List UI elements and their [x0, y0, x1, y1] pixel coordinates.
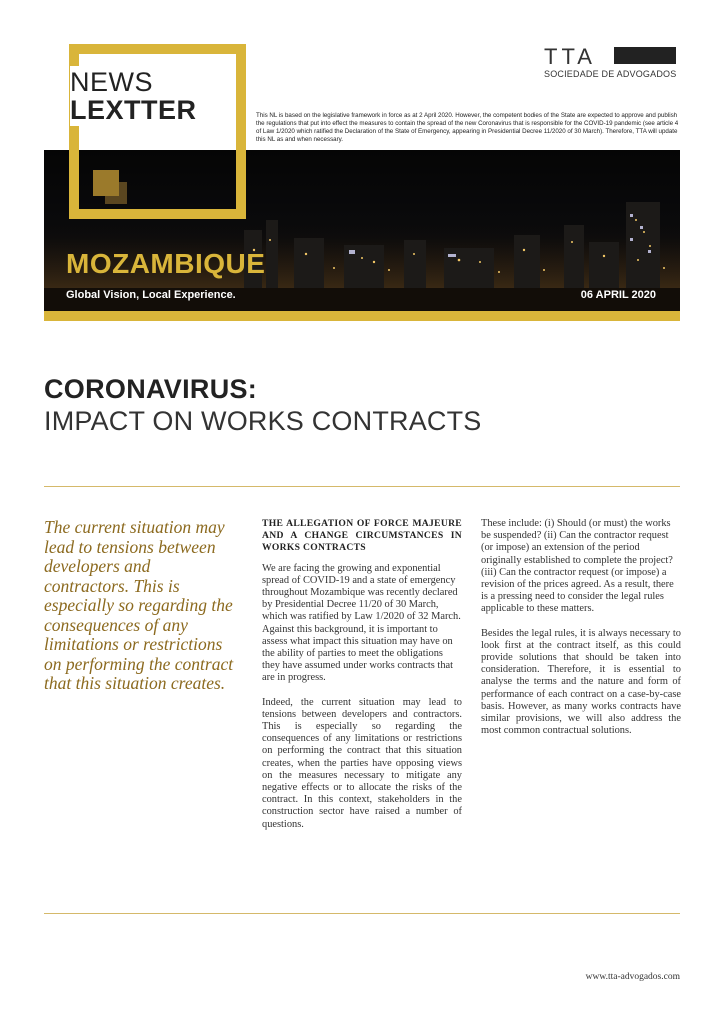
country-heading: MOZAMBIQUE — [66, 248, 266, 279]
column-2 — [481, 518, 681, 749]
disclaimer-text: This NL is based on the legislative framework in force as at 2 April 2020. However, the competent bodies of the State are expected to approve and publish the regulations that put into effect the measures to contain the spread of the new Coronavirus that is responsible for the COVID-19 pandemic (see article 4 of Law 1/2020 which ratified the Declaration of the State of Emergency, appearing in Presidential Decree 11/2020 of 30 March). Therefore, TTA will update this NL as and when necessary. — [256, 112, 679, 143]
article-title-line2: IMPACT ON WORKS CONTRACTS — [44, 406, 482, 436]
gold-square-decoration — [93, 170, 119, 196]
divider-top — [44, 486, 680, 487]
divider-bottom — [44, 913, 680, 914]
paragraph: These include: (i) Should (or must) the works be suspended? (ii) Can the contractor request (or impose) an extension of the period originally established to complete the project? (iii) Can the contractor request (or impose) a revision of the prices agreed. As a result, there is a pressing need to consider the legal rules applicable to these matters. — [481, 518, 674, 615]
article-title — [44, 373, 482, 437]
section-subheading: THE ALLEGATION OF FORCE MAJEURE AND A CHANGE CIRCUMSTANCES IN WORKS CONTRACTS — [262, 518, 462, 554]
issue-date: 06 APRIL 2020 — [580, 289, 656, 301]
logo-subtitle: SOCIEDADE DE ADVOGADOS — [544, 69, 677, 79]
paragraph: We are facing the growing and exponential spread of COVID-19 and a state of emergency throughout Mozambique was recently declared by Presidential Decree 11/20 of 30 March, which was ratified by Law 1/2020 of 32 March. Against this background, it is important to assess what impact this situation may have on the ability of parties to meet the obligations they have assumed under works contracts that are in progress. — [262, 562, 461, 684]
article-title-line1: CORONAVIRUS: — [44, 374, 258, 404]
website-link[interactable]: www.tta-advogados.com — [585, 972, 680, 982]
column-1 — [262, 518, 462, 843]
gold-band — [44, 311, 680, 321]
tta-logo — [532, 44, 682, 84]
tagline: Global Vision, Local Experience. — [66, 289, 236, 301]
newsletter-title-line2: LEXTTER — [70, 95, 197, 125]
pull-quote: The current situation may lead to tensions between developers and contractors. This is especially so regarding the consequences of any limitations or restrictions on performing the contract that this situation creates. — [44, 517, 234, 693]
paragraph: Indeed, the current situation may lead to tensions between developers and contractors. This is especially so regarding the consequences of any limitations or restrictions on performing the contract that this situation creates, when the parties have opposing views on the measures necessary to mitigate any negative effects or to allocate the risks of the contract. In this context, stakeholders in the construction sector have raised a number of questions. — [262, 696, 462, 830]
logo-bar — [614, 47, 676, 64]
newsletter-title — [70, 66, 203, 126]
newsletter-title-line1: NEWS — [70, 67, 153, 97]
logo-text: TTA — [544, 44, 596, 69]
paragraph: Besides the legal rules, it is always necessary to look first at the contract itself, as this could provide solutions that should be taken into consideration. Therefore, it is essential to analyse the terms and the nature and form of performance of each contract on a case-by-case basis. However, as many works contracts have similar provisions, we will also address the most common contractual solutions. — [481, 627, 681, 737]
